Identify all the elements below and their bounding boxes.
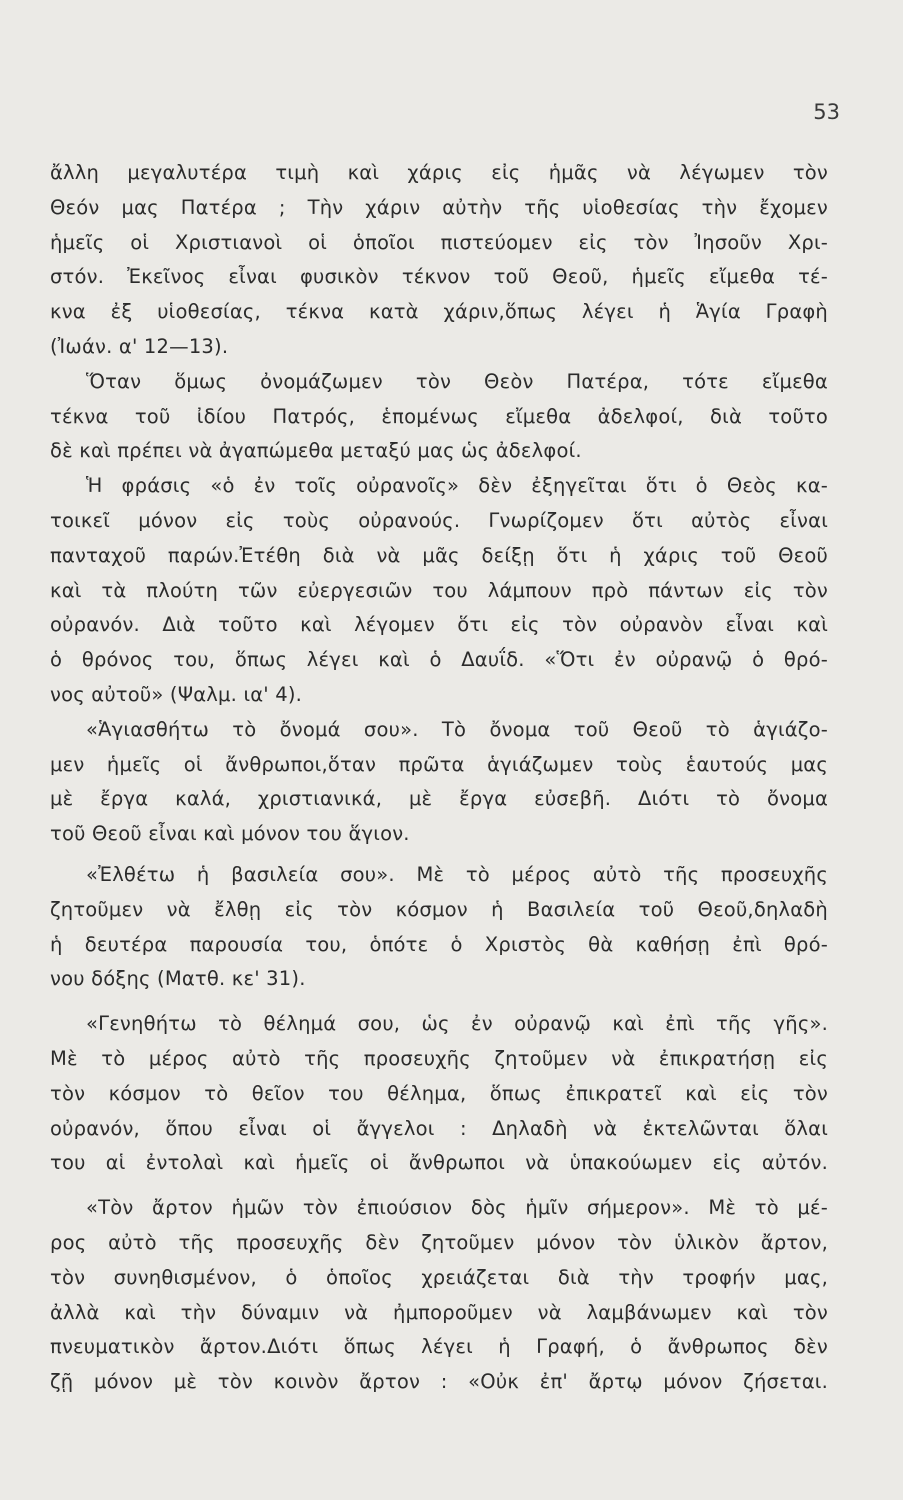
text-line: πανταχοῦ παρών.Ἐτέθη διὰ νὰ μᾶς δείξῃ ὅτι ἡ χάρις τοῦ Θεοῦ: [50, 543, 828, 567]
text-line: νος αὐτοῦ» (Ψαλμ. ια' 4).: [50, 682, 303, 706]
text-line: κνα ἐξ υἱοθεσίας, τέκνα κατὰ χάριν,ὅπως λέγει ἡ Ἁγία Γραφὴ: [50, 300, 828, 324]
text-line: ἡ δευτέρα παρουσία του, ὁπότε ὁ Χριστὸς θὰ καθήσῃ ἐπὶ θρό-: [50, 932, 828, 956]
text-line: Ὅταν ὅμως ὀνομάζωμεν τὸν Θεὸν Πατέρα, τότε εἴμεθα: [86, 369, 828, 393]
text-line: (Ἰωάν. α' 12—13).: [50, 334, 229, 358]
text-line: «Ἁγιασθήτω τὸ ὄνομά σου». Τὸ ὄνομα τοῦ Θεοῦ τὸ ἁγιάζο-: [86, 717, 828, 741]
text-line: ἄλλη μεγαλυτέρα τιμὴ καὶ χάρις εἰς ἡμᾶς νὰ λέγωμεν τὸν: [50, 161, 828, 184]
text-line: νου δόξης (Ματθ. κε' 31).: [50, 967, 306, 991]
text-line: ὁ θρόνος του, ὅπως λέγει καὶ ὁ Δαυΐδ. «Ὅτι ἐν οὐρανῷ ὁ θρό-: [50, 648, 828, 672]
text-line: μὲ ἔργα καλά, χριστιανικά, μὲ ἔργα εὐσεβῆ. Διότι τὸ ὄνομα: [50, 787, 828, 811]
text-line: οὐρανόν, ὅπου εἶναι οἱ ἄγγελοι : Δηλαδὴ νὰ ἐκτελῶνται ὅλαι: [50, 1116, 828, 1140]
text-line: τοῦ Θεοῦ εἶναι καὶ μόνον του ἅγιον.: [50, 822, 410, 846]
text-line: ρος αὐτὸ τῆς προσευχῆς δὲν ζητοῦμεν μόνον τὸν ὑλικὸν ἄρτον,: [50, 1230, 828, 1254]
text-line: τέκνα τοῦ ἰδίου Πατρός, ἑπομένως εἴμεθα ἀδελφοί, διὰ τοῦτο: [50, 404, 828, 428]
text-line: ἡμεῖς οἱ Χριστιανοὶ οἱ ὁποῖοι πιστεύομεν εἰς τὸν Ἰησοῦν Χρι-: [50, 230, 828, 254]
paragraph-gap: [50, 1181, 828, 1191]
text-line: τὸν συνηθισμένον, ὁ ὁποῖος χρειάζεται διὰ τὴν τροφήν μας,: [50, 1265, 828, 1289]
text-line: τὸν κόσμον τὸ θεῖον του θέλημα, ὅπως ἐπικρατεῖ καὶ εἰς τὸν: [50, 1081, 828, 1105]
text-line: «Ἐλθέτω ἡ βασιλεία σου». Μὲ τὸ μέρος αὐτὸ τῆς προσευχῆς: [86, 862, 828, 886]
text-line: ζητοῦμεν νὰ ἔλθῃ εἰς τὸν κόσμον ἡ Βασιλεία τοῦ Θεοῦ,δηλαδὴ: [50, 897, 828, 921]
text-line: Ἡ φράσις «ὁ ἐν τοῖς οὐρανοῖς» δὲν ἐξηγεῖται ὅτι ὁ Θεὸς κα-: [86, 474, 828, 498]
text-line: μεν ἡμεῖς οἱ ἄνθρωποι,ὅταν πρῶτα ἁγιάζωμεν τοὺς ἑαυτούς μας: [50, 752, 828, 776]
page-number: 53: [813, 100, 840, 124]
body-text: [50, 156, 828, 1400]
text-line: στόν. Ἐκεῖνος εἶναι φυσικὸν τέκνον τοῦ Θεοῦ, ἡμεῖς εἴμεθα τέ-: [50, 265, 828, 289]
text-line: ζῇ μόνον μὲ τὸν κοινὸν ἄρτον : «Οὐκ ἐπ' ἄρτῳ μόνον ζήσεται.: [50, 1370, 828, 1394]
text-line: τοικεῖ μόνον εἰς τοὺς οὐρανούς. Γνωρίζομεν ὅτι αὐτὸς εἶναι: [50, 508, 828, 532]
text-line: ἀλλὰ καὶ τὴν δύναμιν νὰ ἠμποροῦμεν νὰ λαμβάνωμεν καὶ τὸν: [50, 1300, 828, 1324]
text-line: «Γενηθήτω τὸ θέλημά σου, ὡς ἐν οὐρανῷ καὶ ἐπὶ τῆς γῆς».: [86, 1012, 828, 1036]
text-line: καὶ τὰ πλούτη τῶν εὐεργεσιῶν του λάμπουν πρὸ πάντων εἰς τὸν: [50, 578, 828, 602]
text-line: Μὲ τὸ μέρος αὐτὸ τῆς προσευχῆς ζητοῦμεν νὰ ἐπικρατήσῃ εἰς: [50, 1046, 828, 1070]
text-line: «Τὸν ἄρτον ἡμῶν τὸν ἐπιούσιον δὸς ἡμῖν σήμερον». Μὲ τὸ μέ-: [86, 1196, 828, 1220]
paragraph-gap: [50, 997, 828, 1007]
text-line: Θεόν μας Πατέρα ; Τὴν χάριν αὐτὴν τῆς υἱοθεσίας τὴν ἔχομεν: [50, 195, 828, 219]
text-line: του αἱ ἐντολαὶ καὶ ἡμεῖς οἱ ἄνθρωποι νὰ ὑπακούωμεν εἰς αὐτόν.: [50, 1151, 828, 1175]
text-line: οὐρανόν. Διὰ τοῦτο καὶ λέγομεν ὅτι εἰς τὸν οὐρανὸν εἶναι καὶ: [50, 613, 828, 637]
text-line: πνευματικὸν ἄρτον.Διότι ὅπως λέγει ἡ Γραφή, ὁ ἄνθρωπος δὲν: [50, 1335, 828, 1359]
text-line: δὲ καὶ πρέπει νὰ ἀγαπώμεθα μεταξύ μας ὡς ἀδελφοί.: [50, 439, 582, 463]
